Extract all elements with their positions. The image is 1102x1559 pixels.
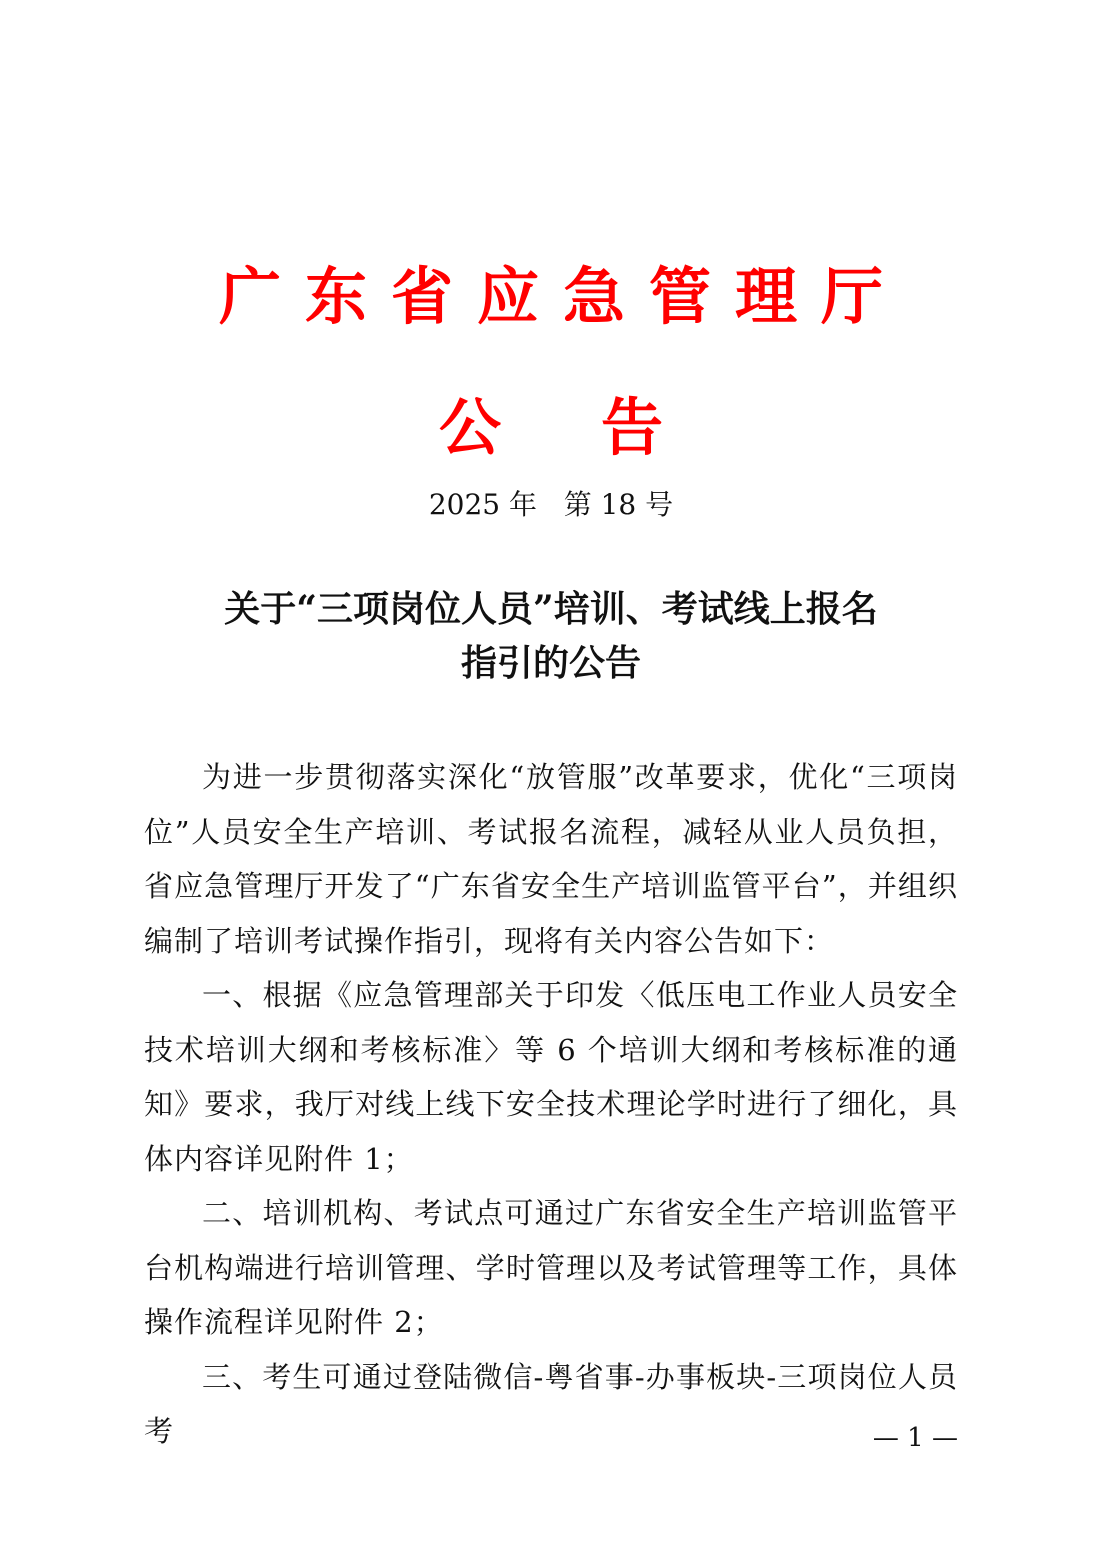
body-paragraph-item-3: 三、考生可通过登陆微信-粤省事-办事板块-三项岗位人员考 (144, 1359, 958, 1448)
body-paragraph-item-2: 二、培训机构、考试点可通过广东省安全生产培训监管平台机构端进行培训管理、学时管理以及考试管理等工作，具体操作流程详见附件 2； (144, 1196, 958, 1339)
document-title-line-1: 关于“三项岗位人员”培训、考试线上报名 (224, 588, 878, 630)
document-type-heading: 公告 (438, 391, 763, 464)
document-number: 2025 年 第 18 号 (428, 488, 674, 521)
document-title-line-2: 指引的公告 (460, 642, 641, 684)
body-paragraph-intro: 为进一步贯彻落实深化“放管服”改革要求，优化“三项岗位”人员安全生产培训、考试报名流程，减轻从业人员负担，省应急管理厅开发了“广东省安全生产培训监管平台”，并组织编制了培训考试操作指引，现将有关内容公告如下： (144, 760, 958, 958)
document-title (150, 582, 952, 690)
document-body (144, 750, 958, 1459)
issuing-agency-title: 广东省应急管理厅 (218, 260, 907, 333)
body-paragraph-item-1: 一、根据《应急管理部关于印发〈低压电工作业人员安全技术培训大纲和考核标准〉等 6 个培训大纲和考核标准的通知》要求，我厅对线上线下安全技术理论学时进行了细化，具体内容详见附件 1； (144, 978, 958, 1176)
page-number: — 1 — (872, 1423, 958, 1453)
